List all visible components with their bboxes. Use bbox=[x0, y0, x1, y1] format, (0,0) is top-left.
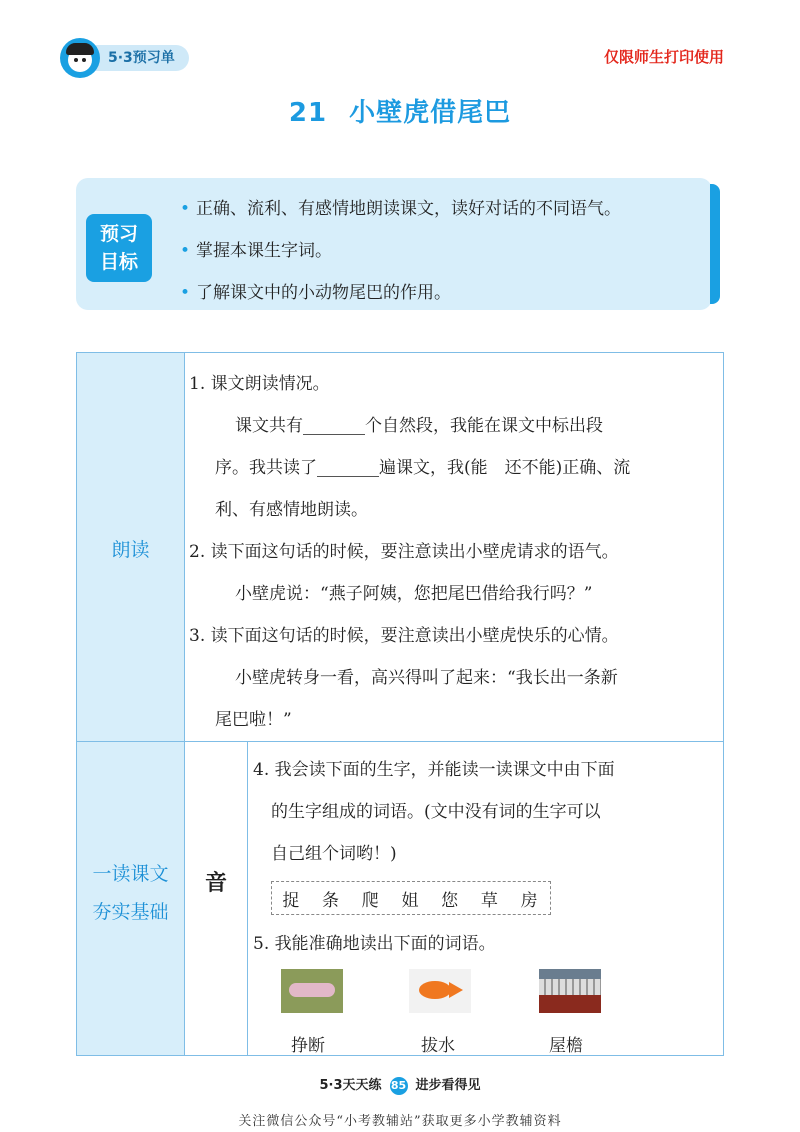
q1-text: 遍课文，我(能 还不能)正确、流 bbox=[379, 458, 631, 478]
word-pictures bbox=[253, 965, 719, 1065]
question-5-title: 5. 我能准确地读出下面的词语。 bbox=[253, 934, 496, 954]
question-1-title: 1. 课文朗读情况。 bbox=[189, 374, 330, 394]
reading-content bbox=[189, 363, 719, 741]
section-label-reading: 朗读 bbox=[111, 539, 150, 561]
character: 房 bbox=[520, 890, 540, 911]
character: 草 bbox=[480, 890, 500, 911]
goals-list bbox=[180, 188, 621, 314]
pronunciation-label: 音 bbox=[204, 871, 227, 896]
watermark-text: 关注微信公众号“小考教辅站”获取更多小学教辅资料 bbox=[238, 1114, 562, 1129]
exercise-table bbox=[76, 352, 724, 1056]
section-divider bbox=[77, 741, 723, 742]
question-3-title: 3. 读下面这句话的时候，要注意读出小壁虎快乐的心情。 bbox=[189, 626, 619, 646]
question-3-quote-line2: 尾巴啦！” bbox=[215, 710, 292, 730]
goal-item: • 正确、流利、有感情地朗读课文，读好对话的不同语气。 bbox=[180, 188, 621, 230]
word-label: 挣断 bbox=[291, 1036, 325, 1056]
question-2-quote: 小壁虎说：“燕子阿姨，您把尾巴借给我行吗？” bbox=[235, 584, 593, 604]
lesson-number: 21 bbox=[288, 98, 328, 128]
answer-blank[interactable] bbox=[303, 410, 365, 435]
preview-goals-box bbox=[76, 178, 712, 310]
word-label: 拔水 bbox=[421, 1036, 455, 1056]
section-label-basics bbox=[77, 855, 184, 931]
page-title bbox=[0, 92, 800, 129]
question-4-line3: 自己组个词哟！) bbox=[271, 844, 397, 864]
question-3-quote-line1: 小壁虎转身一看，高兴得叫了起来：“我长出一条新 bbox=[235, 668, 618, 688]
footer-left: 5·3天天练 bbox=[319, 1078, 382, 1093]
question-4-line1: 4. 我会读下面的生字，并能读一读课文中由下面 bbox=[253, 760, 615, 780]
goal-item: • 了解课文中的小动物尾巴的作用。 bbox=[180, 272, 621, 314]
goals-tag-line1: 预习 bbox=[99, 223, 138, 245]
goals-box-edge bbox=[710, 184, 720, 304]
character: 捉 bbox=[282, 890, 302, 911]
basics-content bbox=[253, 749, 719, 1065]
goals-tag bbox=[86, 214, 152, 282]
page-footer bbox=[0, 1074, 800, 1095]
q1-text: 个自然段，我能在课文中标出段 bbox=[365, 416, 603, 436]
lizard-photo-icon bbox=[281, 969, 343, 1013]
question-1-line2 bbox=[189, 447, 719, 489]
series-badge bbox=[60, 38, 189, 78]
series-label: 5·3预习单 bbox=[86, 45, 189, 71]
mascot-avatar-icon bbox=[60, 38, 100, 78]
lesson-title: 小壁虎借尾巴 bbox=[349, 98, 512, 128]
answer-blank[interactable] bbox=[317, 452, 379, 477]
character: 爬 bbox=[361, 890, 381, 911]
eaves-photo-icon bbox=[539, 969, 601, 1013]
pronunciation-column bbox=[185, 742, 248, 1055]
question-1-line3: 利、有感情地朗读。 bbox=[215, 500, 368, 520]
goals-tag-line2: 目标 bbox=[99, 251, 138, 273]
footer-right: 进步看得见 bbox=[415, 1078, 481, 1093]
word-label: 屋檐 bbox=[549, 1036, 583, 1056]
character: 您 bbox=[441, 890, 461, 911]
character-box bbox=[271, 881, 551, 915]
section-label-column bbox=[77, 353, 185, 1055]
section-label-basics-line2: 夯实基础 bbox=[92, 901, 169, 923]
question-2-title: 2. 读下面这句话的时候，要注意读出小壁虎请求的语气。 bbox=[189, 542, 619, 562]
print-notice: 仅限师生打印使用 bbox=[603, 48, 724, 66]
character: 姐 bbox=[401, 890, 421, 911]
character: 条 bbox=[322, 890, 342, 911]
q1-text: 课文共有 bbox=[235, 416, 303, 436]
section-label-basics-line1: 一读课文 bbox=[92, 863, 169, 885]
page-number: 85 bbox=[390, 1077, 408, 1095]
q1-text: 序。我共读了 bbox=[215, 458, 317, 478]
goldfish-photo-icon bbox=[409, 969, 471, 1013]
question-1-line1 bbox=[189, 405, 719, 447]
question-4-line2: 的生字组成的词语。(文中没有词的生字可以 bbox=[271, 802, 601, 822]
goal-item: • 掌握本课生字词。 bbox=[180, 230, 621, 272]
